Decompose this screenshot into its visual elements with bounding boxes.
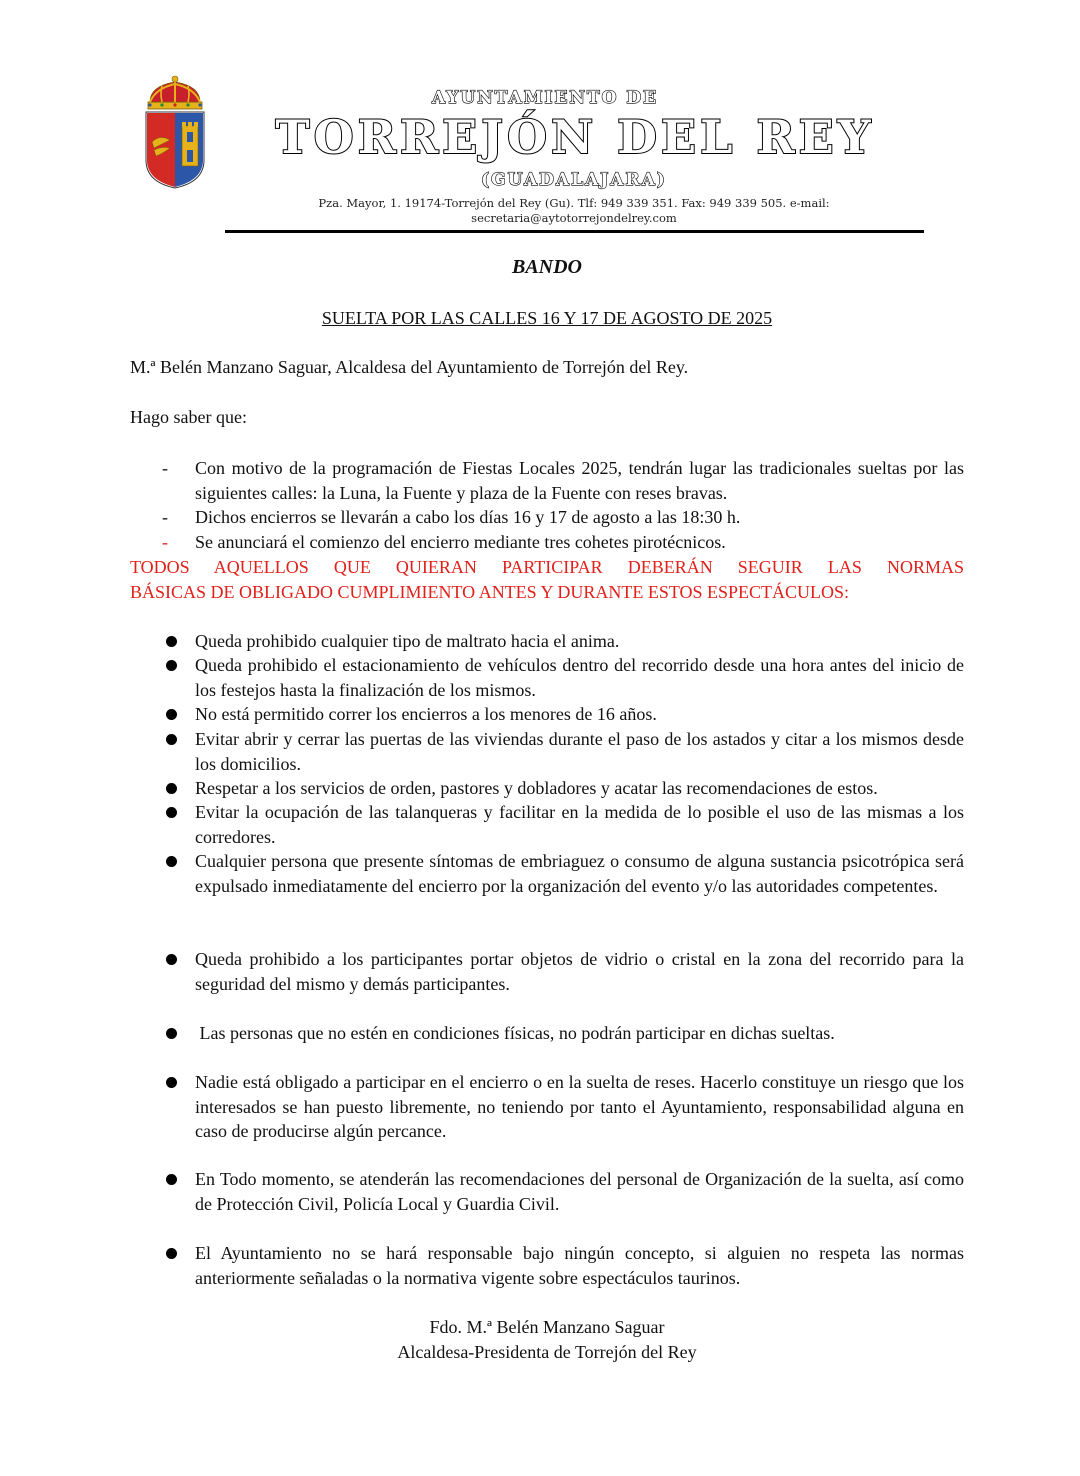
dash-marker: -: [162, 458, 168, 478]
rule-text: Nadie está obligado a participar en el encierro o en la suelta de reses. Hacerlo constituye un riesgo que los interesados se han puesto libremente, no teniendo por tanto el Ayuntamiento, responsabilidad alguna en caso de producirse algún percance.: [195, 1072, 964, 1141]
header-divider: [225, 230, 924, 233]
rule-text: Respetar a los servicios de orden, pastores y dobladores y acatar las recomendaciones de estos.: [195, 778, 878, 798]
bullet-icon: [166, 1077, 177, 1088]
signature-name: Fdo. M.ª Belén Manzano Saguar: [429, 1317, 665, 1337]
bullet-icon: [166, 807, 177, 818]
bullet-icon: [166, 734, 177, 745]
bullet-icon: [166, 856, 177, 867]
signature-title: Alcaldesa-Presidenta de Torrejón del Rey: [397, 1342, 697, 1362]
bullet-icon: [166, 660, 177, 671]
dash-marker: -: [162, 507, 168, 527]
dash-item-text: Dichos encierros se llevarán a cabo los días 16 y 17 de agosto a las 18:30 h.: [195, 507, 741, 527]
rule-text: Las personas que no estén en condiciones físicas, no podrán participar en dichas sueltas.: [195, 1023, 835, 1043]
rule-text: Evitar la ocupación de las talanqueras y facilitar en la medida de lo posible el uso de las mismas a los corredores.: [195, 802, 964, 847]
bullet-icon: [166, 709, 177, 720]
dash-item-text: Se anunciará el comienzo del encierro mediante tres cohetes pirotécnicos.: [195, 532, 726, 552]
bullet-icon: [166, 636, 177, 647]
bullet-icon: [166, 1174, 177, 1185]
dash-item-text: Con motivo de la programación de Fiestas Locales 2025, tendrán lugar las tradicionales sueltas por las siguientes calles: la Luna, la Fuente y plaza de la Fuente con reses bravas.: [195, 458, 964, 503]
bullet-icon: [166, 954, 177, 965]
dash-marker: -: [162, 532, 168, 552]
rule-text: Cualquier persona que presente síntomas de embriaguez o consumo de alguna sustancia psicotrópica será expulsado inmediatamente del encierro por la organización del evento y/o las autoridades competentes.: [195, 851, 964, 896]
bullet-icon: [166, 783, 177, 794]
bullet-icon: [166, 1248, 177, 1259]
hago-saber: Hago saber que:: [130, 407, 247, 427]
header-address: [280, 196, 868, 226]
rule-text: Queda prohibido el estacionamiento de vehículos dentro del recorrido desde una hora antes del inicio de los festejos hasta la finalización de los mismos.: [195, 655, 964, 700]
warning-line1: TODOS AQUELLOS QUE QUIERAN PARTICIPAR DEBERÁN SEGUIR LAS NORMAS: [130, 557, 964, 577]
bullet-icon: [166, 1028, 177, 1039]
rule-text: En Todo momento, se atenderán las recomendaciones del personal de Organización de la suelta, así como de Protección Civil, Policía Local y Guardia Civil.: [195, 1169, 964, 1214]
header-line1: AYUNTAMIENTO DE: [431, 88, 659, 108]
document-subtitle: SUELTA POR LAS CALLES 16 Y 17 DE AGOSTO DE 2025: [321, 308, 773, 328]
rule-text: Queda prohibido a los participantes portar objetos de vidrio o cristal en la zona del recorrido para la seguridad del mismo y demás participantes.: [195, 949, 964, 994]
document-title: BANDO: [511, 256, 582, 278]
warning-notice: [130, 555, 964, 604]
rule-text: El Ayuntamiento no se hará responsable bajo ningún concepto, si alguien no respeta las normas anteriormente señaladas o la normativa vigente sobre espectáculos taurinos.: [195, 1243, 964, 1288]
rule-text: No está permitido correr los encierros a los menores de 16 años.: [195, 704, 657, 724]
coat-of-arms-icon: [138, 74, 212, 194]
address-line1: Pza. Mayor, 1. 19174-Torrejón del Rey (Gu). Tlf: 949 339 351. Fax: 949 339 505. e-mail:: [318, 196, 830, 210]
warning-line2: BÁSICAS DE OBLIGADO CUMPLIMIENTO ANTES Y DURANTE ESTOS ESPECTÁCULOS:: [130, 581, 850, 602]
intro-paragraph: M.ª Belén Manzano Saguar, Alcaldesa del Ayuntamiento de Torrejón del Rey.: [130, 357, 689, 377]
header-province: (GUADALAJARA): [481, 170, 667, 190]
address-email: secretaria@aytotorrejondelrey.com: [471, 211, 677, 225]
header-municipality-name: TORREJÓN DEL REY: [275, 110, 875, 164]
rule-text: Evitar abrir y cerrar las puertas de las viviendas durante el paso de los astados y citar a los mismos desde los domicilios.: [195, 729, 964, 774]
rule-text: Queda prohibido cualquier tipo de maltrato hacia el anima.: [195, 631, 620, 651]
